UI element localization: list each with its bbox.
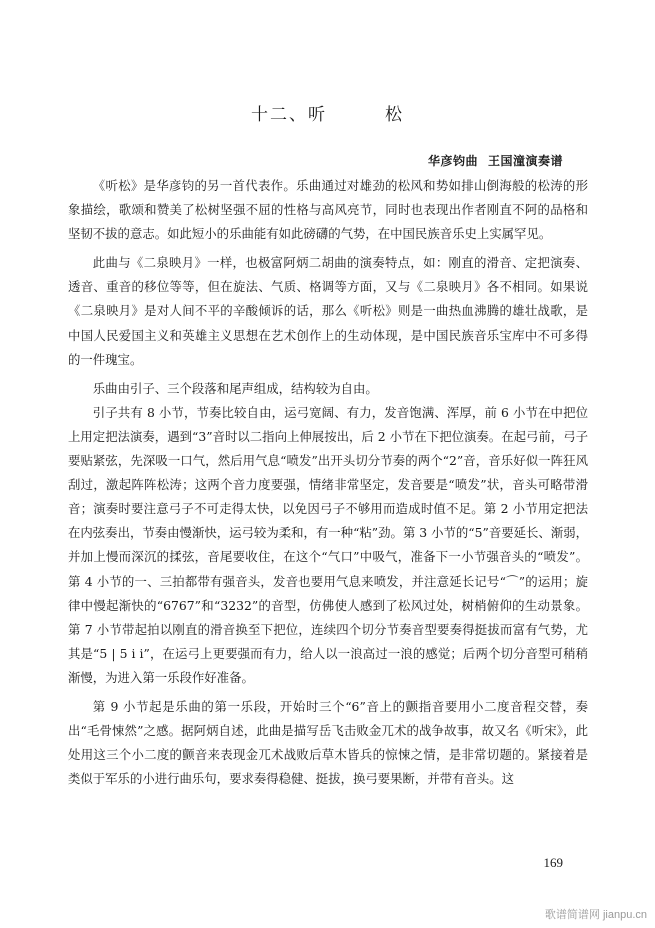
paragraph-2: 此曲与《二泉映月》一样，也极富阿炳二胡曲的演奏特点，如：刚直的滑音、定把演奏、透音、重音的移位等等，但在旋法、气质、格调等方面，又与《二泉映月》各不相同。如果说《二泉映月》是对人间不平的辛酸倾诉的话，那么《听松》则是一曲热血沸腾的雄壮战歌，是中国人民爱国主义和英雄主义思想在艺术创作上的生动体现，是中国民族音乐宝库中不可多得的一件瑰宝。 [68, 255, 588, 367]
paragraph-4: 引子共有 8 小节，节奏比较自由，运弓宽阔、有力，发音饱满、浑厚，前 6 小节在中把位上用定把法演奏，遇到“3”音时以二指向上伸展按出，后 2 小节在下把位演奏。在起弓前，弓子要贴紧弦，先深吸一口气，然后用气息“喷发”出开头切分节奏的两个“2”音，音乐好似一阵狂风刮过，激起阵阵松涛；这两个音力度要强，情绪非常坚定，发音要是“喷发”状，音头可略带滑音；演奏时要注意弓子不可走得太快，以免因弓子不够用而造成时值不足。第 2 小节用定把法在内弦奏出，节奏由慢渐快，运弓较为柔和，有一种“粘”劲。第 3 小节的“5”音要延长、渐弱，并加上慢而深沉的揉弦，音尾要收住，在这个“气口”中吸气，准备下一小节强音头的“喷发”。第 4 小节的一、三拍都带有强音头，发音也要用气息来喷发，并注意延长记号“⌒”的运用；旋律中慢起渐快的“6767”和“3232”的音型，仿佛使人感到了松风过处，树梢俯仰的生动景象。第 7 小节带起拍以刚直的滑音换至下把位，连续四个切分节奏音型要奏得挺拔而富有气势，尤其是“5 | 5 i i”，在运弓上更要强而有力，给人以一浪高过一浪的感觉；后两个切分音型可稍稍渐慢，为进入第一乐段作好准备。 [68, 404, 588, 685]
composer-credit: 华彦钧曲 [427, 154, 478, 168]
paragraph-5: 第 9 小节起是乐曲的第一乐段，开始时三个“6”音上的颤指音要用小二度音程交替，奏出“毛骨悚然”之感。据阿炳自述，此曲是描写岳飞击败金兀术的战争故事，故又名《听宋》，此处用这三个小二度的颤音来表现金兀术战败后草木皆兵的惊悚之情，是非常切题的。紧接着是类似于军乐的小进行曲乐句，要求奏得稳健、挺拔，换弓要果断，并带有音头。这 [68, 698, 588, 787]
title-part-2: 松 [385, 105, 404, 125]
attribution-line [428, 152, 563, 169]
watermark: 歌谱简谱网 jianpu.cn [544, 909, 647, 921]
body-text [68, 174, 588, 791]
page-title [0, 100, 655, 125]
paragraph-3: 乐曲由引子、三个段落和尾声组成，结构较为自由。 [92, 380, 378, 396]
page-number: 169 [543, 855, 563, 870]
performer-credit: 王国潼演奏谱 [487, 154, 563, 168]
title-part-1: 十二、听 [251, 105, 327, 125]
paragraph-1: 《听松》是华彦钧的另一首代表作。乐曲通过对雄劲的松风和势如排山倒海般的松涛的形象描绘，歌颂和赞美了松树坚强不屈的性格与高风亮节，同时也表现出作者刚直不阿的品格和坚韧不拔的意志。如此短小的乐曲能有如此磅礴的气势，在中国民族音乐史上实属罕见。 [68, 178, 588, 242]
